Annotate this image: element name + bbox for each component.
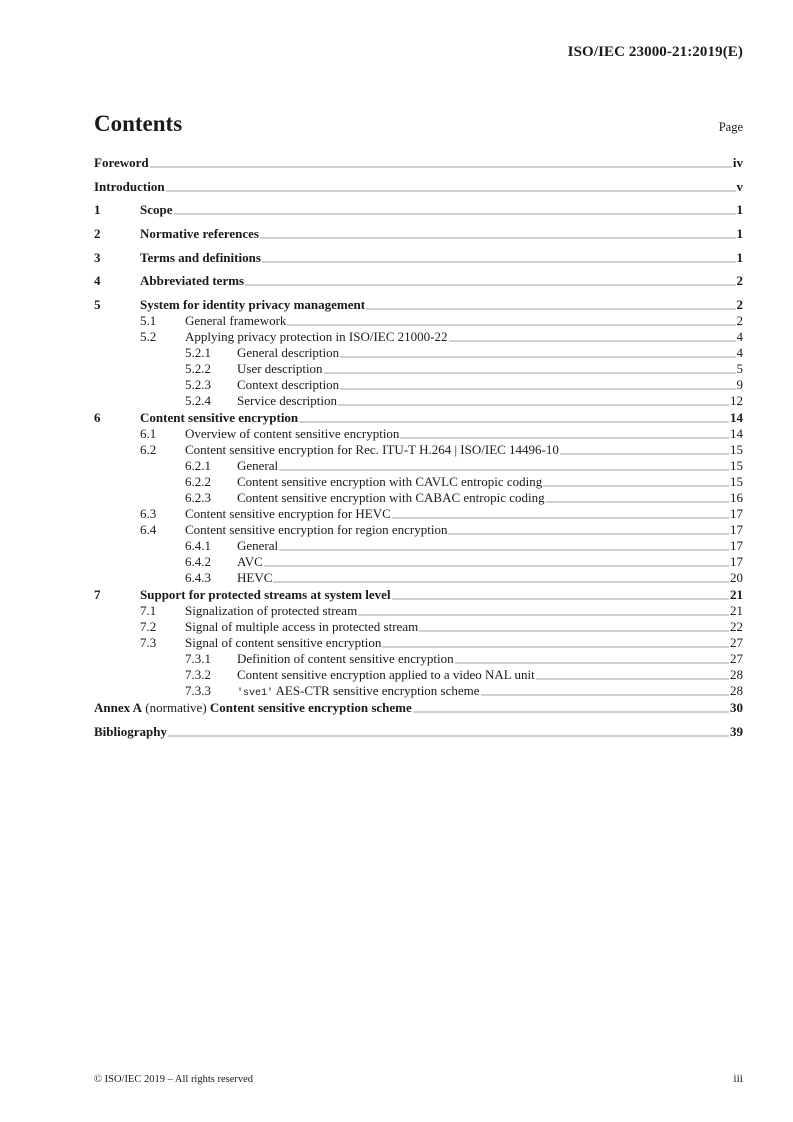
toc-entry-page: 15 (730, 474, 743, 490)
toc-entry-7-3-1[interactable] (94, 651, 743, 667)
dot-leader (536, 678, 729, 680)
toc-entry-6-1[interactable] (94, 426, 743, 442)
toc-entry-number: 6 (94, 410, 101, 426)
dot-leader (546, 501, 729, 503)
toc-entry-6-4-3[interactable] (94, 570, 743, 586)
toc-entry-number: 7.3.1 (185, 651, 211, 667)
toc-entry-5-2-2[interactable] (94, 361, 743, 377)
dot-leader (279, 549, 729, 551)
dot-leader (448, 533, 729, 535)
toc-entry-6-4-1[interactable] (94, 538, 743, 554)
toc-entry-title: Overview of content sensitive encryption (185, 426, 400, 442)
toc-entry-number: 7.1 (140, 603, 157, 619)
toc-entry-title: General framework (185, 313, 287, 329)
toc-entry-number: 5.2 (140, 329, 157, 345)
toc-entry-3[interactable] (94, 250, 743, 266)
document-id: ISO/IEC 23000-21:2019(E) (567, 44, 743, 60)
toc-entry-page: 5 (736, 361, 743, 377)
toc-entry-page: 9 (736, 377, 743, 393)
toc-entry-number: 4 (94, 273, 101, 289)
toc-entry-number: 6.2.2 (185, 474, 211, 490)
toc-entry-title: Support for protected streams at system level (140, 587, 391, 603)
dot-leader (543, 485, 729, 487)
toc-entry-title: Content sensitive encryption for HEVC (185, 506, 391, 522)
toc-entry-foreword[interactable] (94, 155, 743, 171)
toc-entry-title: HEVC (237, 570, 273, 586)
toc-entry-number: 5.1 (140, 313, 157, 329)
dot-leader (340, 388, 735, 390)
toc-entry-5-2-4[interactable] (94, 393, 743, 409)
dot-leader (150, 166, 732, 168)
toc-entry-5-2[interactable] (94, 329, 743, 345)
toc-entry-title: Content sensitive encryption with CABAC entropic coding (237, 490, 545, 506)
toc-entry-page: 17 (730, 522, 743, 538)
toc-entry-7[interactable] (94, 587, 743, 603)
toc-entry-page: 39 (730, 723, 743, 739)
toc-entry-page: 1 (736, 249, 743, 265)
toc-entry-number: 3 (94, 249, 101, 265)
toc-entry-title: Introduction (94, 178, 165, 194)
toc-entry-number: 7.2 (140, 619, 157, 635)
toc-entry-bibliography[interactable] (94, 724, 743, 740)
dot-leader (168, 735, 729, 737)
toc-entry-title: General (237, 458, 279, 474)
toc-entry-page: 15 (730, 442, 743, 458)
toc-entry-page: iv (732, 155, 743, 170)
toc-entry-title: Signal of multiple access in protected stream (185, 619, 419, 635)
toc-entry-page: 21 (730, 603, 743, 619)
toc-entry-page: 2 (736, 297, 743, 313)
toc-entry-number: 5.2.2 (185, 361, 211, 377)
toc-entry-page: 14 (730, 410, 743, 426)
toc-entry-title: Abbreviated terms (140, 273, 245, 289)
toc-entry-4[interactable] (94, 273, 743, 289)
dot-leader (449, 340, 736, 342)
toc-entry-number: 6.4.2 (185, 554, 211, 570)
toc-entry-page: 16 (730, 490, 743, 506)
toc-entry-number: 6.3 (140, 506, 157, 522)
table-of-contents (94, 155, 743, 740)
dot-leader (245, 284, 735, 286)
annex-title: Content sensitive encryption scheme (209, 700, 412, 716)
dot-leader (260, 237, 736, 239)
toc-entry-title: Definition of content sensitive encryption (237, 651, 454, 667)
toc-entry-5-2-1[interactable] (94, 345, 743, 361)
dot-leader (338, 404, 729, 406)
toc-entry-title: Content sensitive encryption applied to a video NAL unit (237, 667, 535, 683)
toc-entry-title: Content sensitive encryption with CAVLC entropic coding (237, 474, 543, 490)
toc-entry-7-3-2[interactable] (94, 667, 743, 683)
dot-leader (264, 565, 729, 567)
toc-entry-number: 6.2.1 (185, 458, 211, 474)
toc-entry-page: 28 (730, 667, 743, 683)
toc-entry-title: Content sensitive encryption for Rec. ITU-T H.264 | ISO/IEC 14496-10 (185, 442, 559, 458)
toc-entry-7-3[interactable] (94, 635, 743, 651)
page-column-label: Page (718, 120, 743, 134)
toc-entry-7-2[interactable] (94, 619, 743, 635)
annex-qualifier: (normative) (142, 700, 210, 716)
dot-leader (392, 598, 729, 600)
toc-entry-number: 5.2.1 (185, 345, 211, 361)
toc-entry-1[interactable] (94, 202, 743, 218)
toc-entry-title: Signalization of protected stream (185, 603, 358, 619)
toc-entry-number: 6.4.1 (185, 538, 211, 554)
toc-entry-number: 5.2.4 (185, 393, 211, 409)
dot-leader (166, 190, 736, 192)
toc-entry-6-3[interactable] (94, 506, 743, 522)
dot-leader (560, 453, 729, 455)
toc-entry-page: 1 (736, 202, 743, 218)
page-number: iii (733, 1073, 743, 1085)
toc-entry-title: Content sensitive encryption for region encryption (185, 522, 448, 538)
toc-entry-page: 17 (730, 538, 743, 554)
toc-entry-5-1[interactable] (94, 313, 743, 329)
toc-entry-title-text: AES-CTR sensitive encryption scheme (273, 683, 480, 699)
toc-entry-page: 28 (730, 683, 743, 699)
toc-entry-number: 1 (94, 202, 101, 218)
toc-entry-title: Context description (237, 377, 340, 393)
toc-entry-title: Foreword (94, 155, 149, 170)
dot-leader (299, 421, 729, 423)
toc-entry-title: Bibliography (94, 723, 167, 739)
copyright-notice: © ISO/IEC 2019 – All rights reserved (94, 1074, 254, 1085)
toc-entry-6-2-1[interactable] (94, 458, 743, 474)
annex-label: Annex A (94, 700, 143, 716)
toc-entry-6-2-3[interactable] (94, 490, 743, 506)
toc-entry-page: 27 (730, 635, 743, 651)
dot-leader (400, 437, 729, 439)
toc-entry-page: 4 (736, 345, 743, 361)
dot-leader (358, 614, 729, 616)
toc-entry-7-1[interactable] (94, 603, 743, 619)
toc-entry-number: 7.3.3 (185, 683, 211, 699)
toc-entry-number: 6.4 (140, 522, 157, 538)
dot-leader (366, 308, 735, 310)
toc-entry-title: Signal of content sensitive encryption (185, 635, 382, 651)
toc-entry-5-2-3[interactable] (94, 377, 743, 393)
toc-entry-number: 7.3 (140, 635, 157, 651)
toc-entry-title: Content sensitive encryption (140, 410, 299, 426)
toc-entry-title: Applying privacy protection in ISO/IEC 21000-22 (185, 329, 448, 345)
toc-entry-number: 6.2 (140, 442, 157, 458)
contents-title: Contents (94, 111, 183, 136)
toc-entry-page: 30 (730, 700, 743, 716)
dot-leader (419, 630, 729, 632)
toc-entry-page: 2 (736, 313, 743, 329)
dot-leader (481, 694, 729, 696)
toc-entry-page: 12 (730, 393, 743, 409)
scheme-code: 'sve1' (237, 688, 274, 700)
toc-entry-page: 21 (730, 587, 743, 603)
toc-entry-page: 27 (730, 651, 743, 667)
dot-leader (340, 356, 735, 358)
dot-leader (262, 261, 736, 263)
dot-leader (455, 662, 729, 664)
toc-entry-number: 7 (94, 587, 101, 603)
toc-entry-6-4-2[interactable] (94, 554, 743, 570)
toc-entry-title: User description (237, 361, 323, 377)
dot-leader (392, 517, 729, 519)
toc-entry-6-2[interactable] (94, 442, 743, 458)
dot-leader (273, 581, 729, 583)
toc-entry-title (94, 700, 412, 716)
toc-entry-number: 6.4.3 (185, 570, 211, 586)
toc-entry-title: Scope (140, 202, 173, 218)
toc-entry-number: 5.2.3 (185, 377, 211, 393)
dot-leader (279, 469, 729, 471)
toc-entry-number: 7.3.2 (185, 667, 211, 683)
toc-entry-title: System for identity privacy management (140, 297, 366, 313)
toc-entry-page: 17 (730, 506, 743, 522)
toc-entry-title: AVC (237, 554, 263, 570)
toc-entry-introduction[interactable] (94, 179, 743, 195)
toc-entry-5[interactable] (94, 297, 743, 313)
toc-entry-page: 14 (730, 426, 743, 442)
toc-entry-number: 2 (94, 226, 101, 242)
toc-entry-2[interactable] (94, 226, 743, 242)
toc-entry-annex-a[interactable] (94, 700, 743, 716)
contents-heading-row (94, 111, 743, 137)
toc-entry-6-4[interactable] (94, 522, 743, 538)
toc-entry-title: Service description (237, 393, 337, 409)
toc-entry-7-3-3[interactable] (94, 683, 743, 699)
dot-leader (324, 372, 736, 374)
toc-entry-page: 15 (730, 458, 743, 474)
toc-entry-title: General description (237, 345, 340, 361)
toc-entry-title: Terms and definitions (140, 249, 261, 265)
toc-entry-page: v (736, 178, 743, 194)
toc-entry-page: 1 (736, 226, 743, 242)
toc-entry-page: 2 (736, 273, 743, 289)
toc-entry-number: 6.1 (140, 426, 157, 442)
toc-entry-title: Normative references (140, 226, 259, 242)
dot-leader (287, 324, 735, 326)
toc-entry-title: General (237, 538, 279, 554)
toc-entry-page: 4 (736, 329, 743, 345)
toc-entry-number: 6.2.3 (185, 490, 211, 506)
dot-leader (174, 213, 736, 215)
toc-entry-page: 20 (730, 570, 743, 586)
toc-entry-number: 5 (94, 297, 101, 313)
toc-entry-page: 17 (730, 554, 743, 570)
dot-leader (382, 646, 729, 648)
toc-entry-6[interactable] (94, 410, 743, 426)
dot-leader (413, 711, 729, 713)
toc-entry-page: 22 (730, 619, 743, 635)
toc-entry-6-2-2[interactable] (94, 474, 743, 490)
